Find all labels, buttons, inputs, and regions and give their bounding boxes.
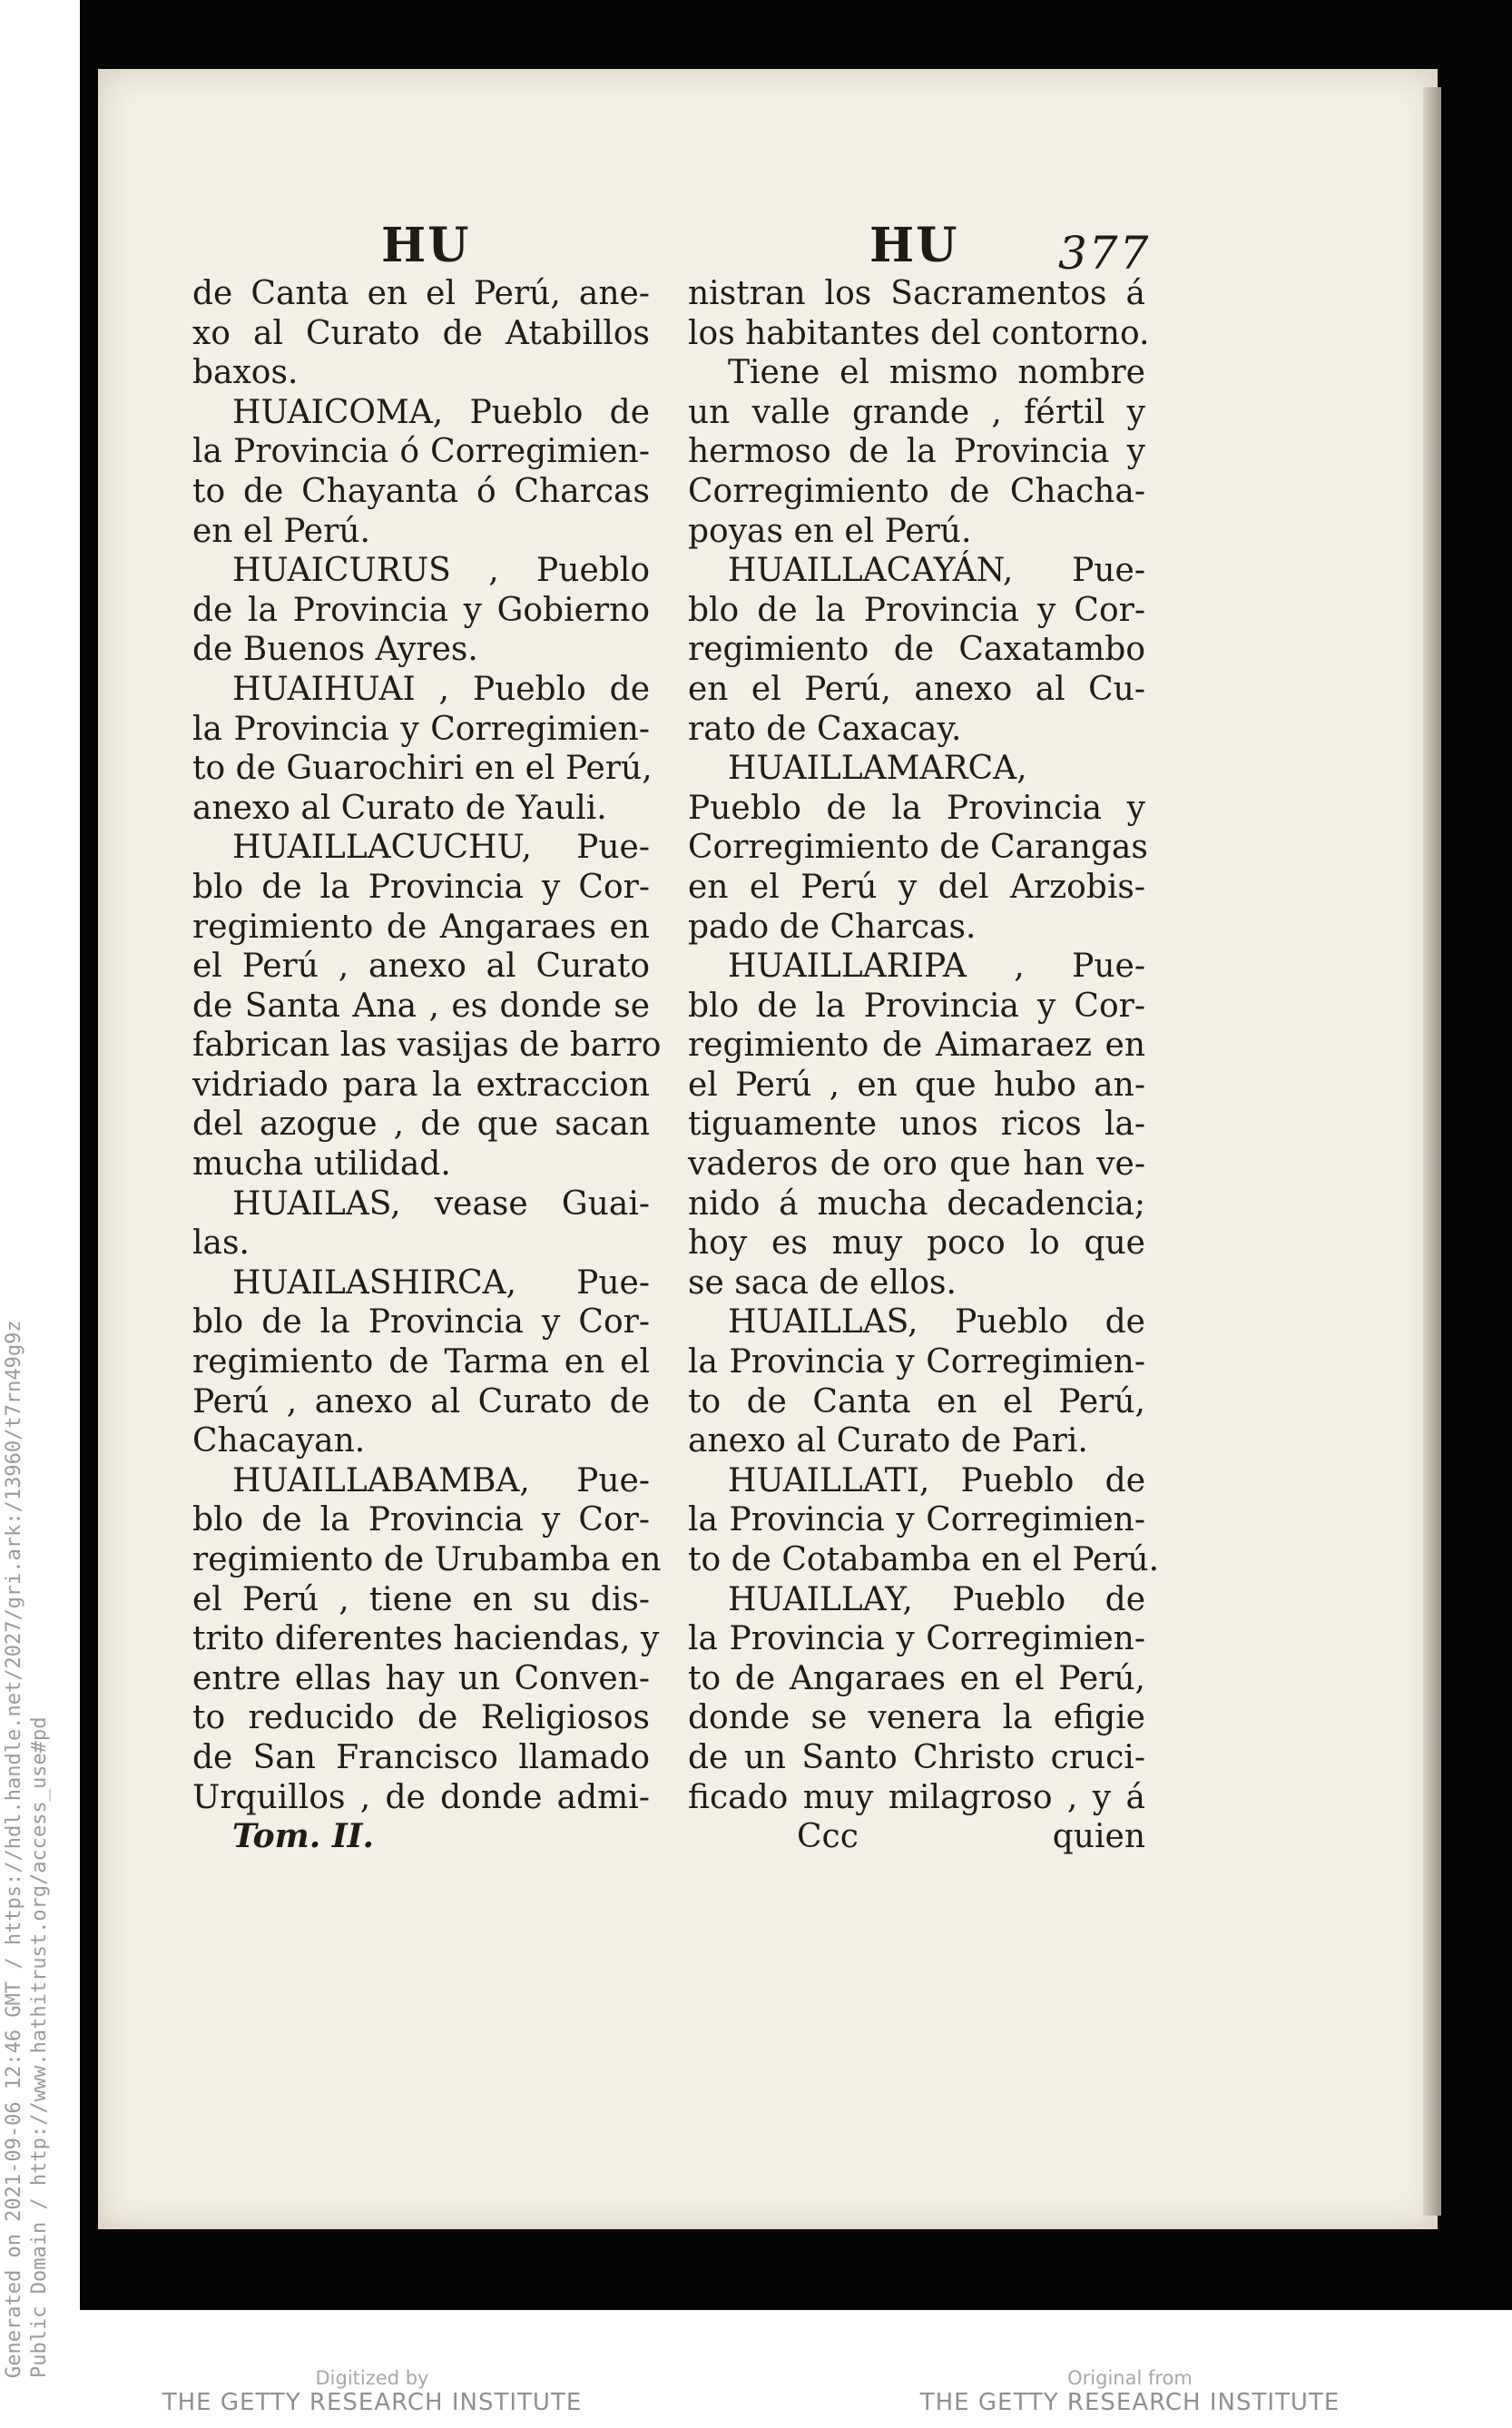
text-line: Corregimiento de Chacha- xyxy=(688,472,1145,510)
text-line: blo de la Provincia y Cor- xyxy=(192,868,650,906)
text-line: HUAILLAS, Pueblo de xyxy=(728,1303,1145,1342)
text-line: hoy es muy poco lo que xyxy=(688,1224,1145,1263)
text-line: rato de Caxacay. xyxy=(688,710,962,748)
stamp-line-license: Public Domain / http://www.hathitrust.org/access_use#pd xyxy=(28,1716,51,2378)
text-line: to reducido de Religiosos xyxy=(192,1699,650,1737)
text-line: en el Perú. xyxy=(192,512,370,550)
text-line: el Perú , tiene en su dis- xyxy=(192,1580,650,1618)
text-line: tiguamente unos ricos la- xyxy=(688,1106,1145,1144)
text-line: blo de la Provincia y Cor- xyxy=(688,591,1145,629)
text-line: el Perú , en que hubo an- xyxy=(688,1066,1145,1104)
text-line: la Provincia y Corregimien- xyxy=(688,1343,1145,1381)
footer-right-caption: Original from xyxy=(1067,2367,1193,2389)
text-line: HUAILLAMARCA, xyxy=(728,750,1027,788)
hathitrust-stamp xyxy=(2,1320,53,2378)
text-line: Corregimiento de Carangas xyxy=(688,829,1148,867)
text-line: de un Santo Christo cruci- xyxy=(688,1738,1145,1776)
text-line: vaderos de oro que han ve- xyxy=(688,1145,1145,1184)
text-line: Perú , anexo al Curato de xyxy=(192,1382,650,1420)
text-line: de Buenos Ayres. xyxy=(192,631,478,669)
text-line: de San Francisco llamado xyxy=(192,1738,650,1776)
text-line: HUAILLAY, Pueblo de xyxy=(728,1580,1145,1618)
text-line: donde se venera la efigie xyxy=(688,1699,1145,1737)
text-line: HUAILASHIRCA, Pue- xyxy=(232,1263,650,1302)
volume-signature: Tom. II. xyxy=(232,1817,375,1856)
text-line: trito diferentes haciendas, y xyxy=(192,1620,660,1658)
text-line: HUAICURUS , Pueblo xyxy=(232,552,650,590)
text-line: un valle grande , fértil y xyxy=(688,393,1145,431)
text-line: nistran los Sacramentos á xyxy=(688,275,1145,312)
text-line: poyas en el Perú. xyxy=(688,512,972,550)
text-line: anexo al Curato de Yauli. xyxy=(192,789,607,827)
text-line: en el Perú, anexo al Cu- xyxy=(688,670,1145,708)
text-line: en el Perú y del Arzobis- xyxy=(688,868,1145,906)
text-line: regimiento de Urubamba en xyxy=(192,1541,662,1578)
text-line: fabrican las vasijas de barro xyxy=(192,1027,662,1065)
text-line: regimiento de Caxatambo xyxy=(688,631,1145,669)
text-line: la Provincia ó Corregimien- xyxy=(192,433,650,471)
text-line: mucha utilidad. xyxy=(192,1145,451,1184)
text-line: ficado muy milagroso , y á xyxy=(688,1778,1145,1816)
text-line: to de Cotabamba en el Perú. xyxy=(688,1541,1160,1578)
right-column xyxy=(688,274,1160,1857)
text-line: regimiento de Angaraes en xyxy=(192,908,650,946)
text-line: anexo al Curato de Pari. xyxy=(688,1422,1088,1460)
text-line: baxos. xyxy=(192,354,299,392)
text-line: Pueblo de la Provincia y xyxy=(688,789,1145,827)
running-head-right: HU xyxy=(869,218,959,273)
text-line: HUAILAS, vease Guai- xyxy=(232,1185,650,1223)
signature-line xyxy=(192,1817,650,1857)
text-line: regimiento de Aimaraez en xyxy=(688,1027,1145,1065)
text-line: de la Provincia y Gobierno xyxy=(192,591,650,629)
page-number: 377 xyxy=(1058,227,1151,280)
text-line: los habitantes del contorno. xyxy=(688,314,1150,352)
text-line: HUAICOMA, Pueblo de xyxy=(232,393,650,431)
text-line: regimiento de Tarma en el xyxy=(192,1343,650,1381)
text-line: Tiene el mismo nombre xyxy=(728,354,1145,392)
footer-digitized-by xyxy=(154,2367,590,2416)
text-line: HUAILLABAMBA, Pue- xyxy=(232,1461,650,1499)
signature-mark: Ccc xyxy=(797,1818,859,1856)
catchword: quien xyxy=(1052,1818,1145,1856)
text-line: de Santa Ana , es donde se xyxy=(192,987,650,1025)
text-line: del azogue , de que sacan xyxy=(192,1106,650,1144)
text-line: blo de la Provincia y Cor- xyxy=(192,1303,650,1342)
text-line: entre ellas hay un Conven- xyxy=(192,1659,650,1697)
text-line: la Provincia y Corregimien- xyxy=(192,710,650,748)
text-line: de Canta en el Perú, ane- xyxy=(192,275,650,312)
text-line: Chacayan. xyxy=(192,1422,366,1460)
footer-original-from xyxy=(908,2367,1352,2416)
text-line: se saca de ellos. xyxy=(688,1263,957,1302)
text-line: Urquillos , de donde admi- xyxy=(192,1778,650,1816)
text-line: la Provincia y Corregimien- xyxy=(688,1501,1145,1539)
stamp-line-generated: Generated on 2021-09-06 12:46 GMT / https://hdl.handle.net/2027/gri.ark:/13960/t7rn49g9z xyxy=(3,1320,25,2378)
text-line: to de Guarochiri en el Perú, xyxy=(192,750,653,788)
running-head-left: HU xyxy=(381,218,471,273)
text-line: pado de Charcas. xyxy=(688,908,977,946)
footer-left-caption: Digitized by xyxy=(315,2367,429,2389)
text-line: blo de la Provincia y Cor- xyxy=(192,1501,650,1539)
text-line: HUAILLACUCHU, Pue- xyxy=(232,829,650,867)
text-line: HUAIHUAI , Pueblo de xyxy=(232,670,650,708)
text-line: to de Chayanta ó Charcas xyxy=(192,472,650,510)
text-line: la Provincia y Corregimien- xyxy=(688,1620,1145,1658)
text-line: blo de la Provincia y Cor- xyxy=(688,987,1145,1025)
footer-right-institution: THE GETTY RESEARCH INSTITUTE xyxy=(919,2389,1340,2416)
left-column xyxy=(192,274,662,1857)
footer-left-institution: THE GETTY RESEARCH INSTITUTE xyxy=(162,2389,583,2416)
text-line: to de Angaraes en el Perú, xyxy=(688,1659,1145,1697)
text-line: nido á mucha decadencia; xyxy=(688,1185,1145,1223)
text-line: hermoso de la Provincia y xyxy=(688,433,1145,471)
text-line: HUAILLARIPA , Pue- xyxy=(728,948,1145,986)
text-line: HUAILLACAYÁN, Pue- xyxy=(728,552,1145,590)
text-line: to de Canta en el Perú, xyxy=(688,1382,1145,1420)
text-line: vidriado para la extraccion xyxy=(192,1066,650,1104)
page-edge xyxy=(1423,87,1441,2216)
signature-line xyxy=(688,1817,1145,1857)
text-line: las. xyxy=(192,1224,250,1263)
text-line: el Perú , anexo al Curato xyxy=(192,948,650,986)
text-line: HUAILLATI, Pueblo de xyxy=(728,1461,1145,1499)
text-line: xo al Curato de Atabillos xyxy=(192,314,650,352)
